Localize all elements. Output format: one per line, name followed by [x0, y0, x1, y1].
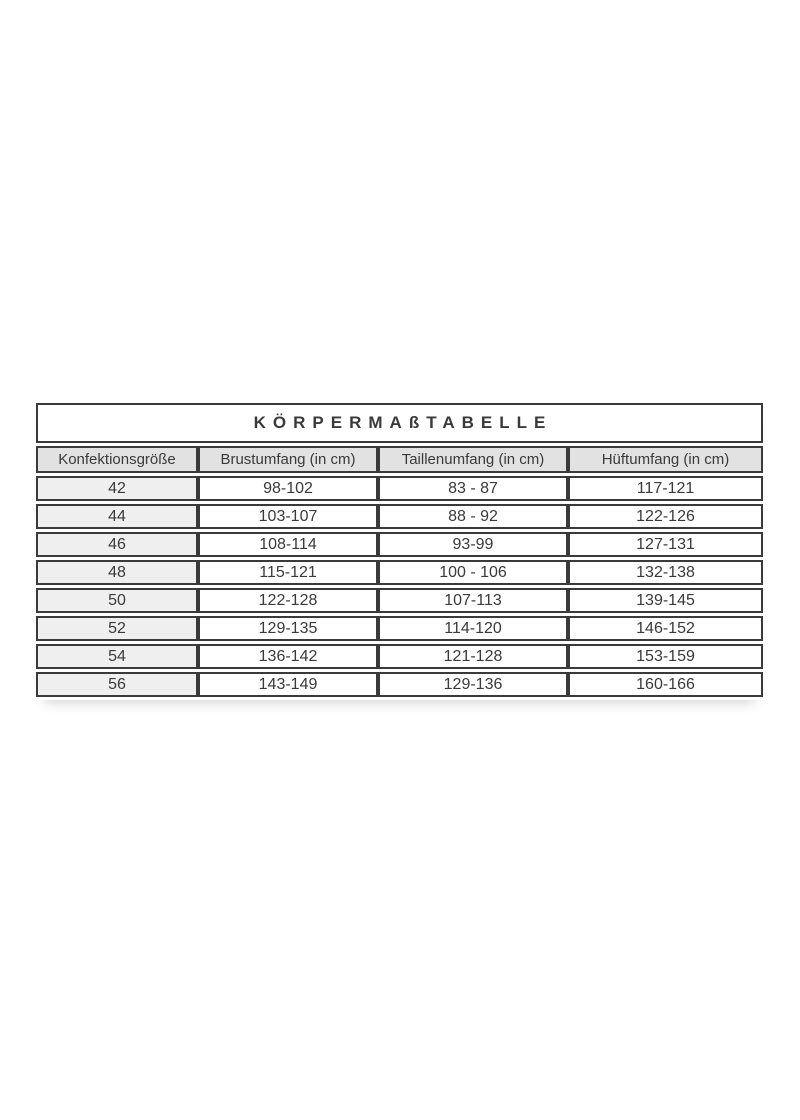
- col-header-konfektionsgroesse: Konfektionsgröße: [36, 446, 198, 473]
- table-row: [36, 672, 763, 697]
- table-row: [36, 560, 763, 585]
- cell-hueftumfang: 132-138: [568, 560, 763, 585]
- cell-taillenumfang: 88 - 92: [378, 504, 568, 529]
- cell-taillenumfang: 83 - 87: [378, 476, 568, 501]
- cell-brustumfang: 103-107: [198, 504, 378, 529]
- table-row: [36, 476, 763, 501]
- cell-konfektionsgroesse: 52: [36, 616, 198, 641]
- cell-hueftumfang: 117-121: [568, 476, 763, 501]
- cell-taillenumfang: 100 - 106: [378, 560, 568, 585]
- cell-brustumfang: 136-142: [198, 644, 378, 669]
- table-row: [36, 504, 763, 529]
- cell-hueftumfang: 153-159: [568, 644, 763, 669]
- size-chart-table: [36, 400, 763, 700]
- cell-taillenumfang: 107-113: [378, 588, 568, 613]
- title-row: [36, 403, 763, 443]
- col-header-hueftumfang: Hüftumfang (in cm): [568, 446, 763, 473]
- table-row: [36, 588, 763, 613]
- table-row: [36, 532, 763, 557]
- table-body: [36, 476, 763, 697]
- cell-taillenumfang: 121-128: [378, 644, 568, 669]
- cell-brustumfang: 98-102: [198, 476, 378, 501]
- table-title: KÖRPERMAßTABELLE: [36, 403, 763, 443]
- col-header-taillenumfang: Taillenumfang (in cm): [378, 446, 568, 473]
- cell-konfektionsgroesse: 50: [36, 588, 198, 613]
- col-header-brustumfang: Brustumfang (in cm): [198, 446, 378, 473]
- cell-taillenumfang: 114-120: [378, 616, 568, 641]
- cell-taillenumfang: 93-99: [378, 532, 568, 557]
- cell-konfektionsgroesse: 44: [36, 504, 198, 529]
- cell-brustumfang: 129-135: [198, 616, 378, 641]
- cell-hueftumfang: 127-131: [568, 532, 763, 557]
- table-row: [36, 644, 763, 669]
- cell-brustumfang: 143-149: [198, 672, 378, 697]
- cell-brustumfang: 122-128: [198, 588, 378, 613]
- cell-konfektionsgroesse: 46: [36, 532, 198, 557]
- cell-brustumfang: 108-114: [198, 532, 378, 557]
- cell-konfektionsgroesse: 42: [36, 476, 198, 501]
- cell-hueftumfang: 122-126: [568, 504, 763, 529]
- cell-konfektionsgroesse: 56: [36, 672, 198, 697]
- cell-hueftumfang: 146-152: [568, 616, 763, 641]
- table-row: [36, 616, 763, 641]
- cell-taillenumfang: 129-136: [378, 672, 568, 697]
- header-row: [36, 446, 763, 473]
- cell-hueftumfang: 160-166: [568, 672, 763, 697]
- cell-hueftumfang: 139-145: [568, 588, 763, 613]
- cell-konfektionsgroesse: 54: [36, 644, 198, 669]
- cell-brustumfang: 115-121: [198, 560, 378, 585]
- cell-konfektionsgroesse: 48: [36, 560, 198, 585]
